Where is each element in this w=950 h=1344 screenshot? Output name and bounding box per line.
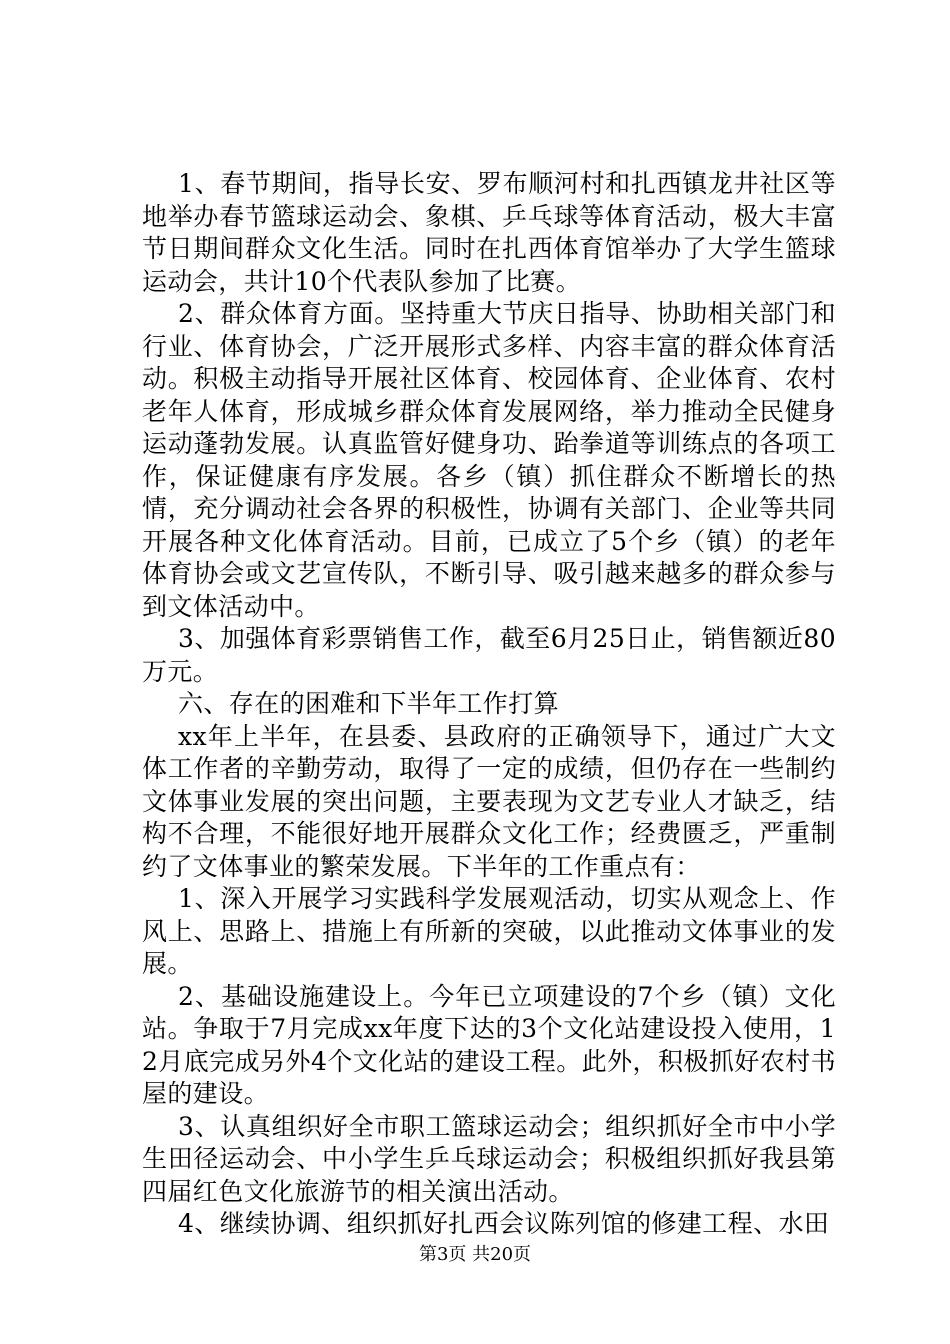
paragraph-plan-item-4: 4、继续协调、组织抓好扎西会议陈列馆的修建工程、水田 xyxy=(178,1209,830,1238)
paragraph-spring-festival-activities: 1、春节期间，指导长安、罗布顺河村和扎西镇龙井社区等地举办春节篮球运动会、象棋、乒乓球等体育活动，极大丰富节日期间群众文化生活。同时在扎西体育馆举办了大学生篮球运动会，共计10个代表队参加了比赛。 xyxy=(142,169,836,296)
page-number-footer: 第3页 共20页 xyxy=(418,1244,532,1265)
paragraph-sports-lottery: 3、加强体育彩票销售工作，截至6月25日止，销售额近80万元。 xyxy=(142,624,836,686)
paragraph-mass-sports: 2、群众体育方面。坚持重大节庆日指导、协助相关部门和行业、体育协会，广泛开展形式多样、内容丰富的群众体育活动。积极主动指导开展社区体育、校园体育、企业体育、农村老年人体育，形成城乡群众体育发展网络，举力推动全民健身运动蓬勃发展。认真监管好健身功、跆拳道等训练点的各项工作，保证健康有序发展。各乡（镇）抓住群众不断增长的热情，充分调动社会各界的积极性，协调有关部门、企业等共同开展各种文化体育活动。目前，已成立了5个乡（镇）的老年体育协会或文艺宣传队，不断引导、吸引越来越多的群众参与到文体活动中。 xyxy=(142,299,836,621)
paragraph-half-year-summary: xx年上半年，在县委、县政府的正确领导下，通过广大文体工作者的辛勤劳动，取得了一定的成绩，但仍存在一些制约文体事业发展的突出问题，主要表现为文艺专业人才缺乏，结构不合理，不能很好地开展群众文化工作；经费匮乏，严重制约了文体事业的繁荣发展。下半年的工作重点有： xyxy=(142,721,836,881)
paragraph-plan-item-3: 3、认真组织好全市职工篮球运动会；组织抓好全市中小学生田径运动会、中小学生乒乓球运动会；积极组织抓好我县第四届红色文化旅游节的相关演出活动。 xyxy=(142,1111,836,1206)
paragraph-plan-item-1: 1、深入开展学习实践科学发展观活动，切实从观念上、作风上、思路上、措施上有所新的突破，以此推动文体事业的发展。 xyxy=(142,884,836,978)
document-body xyxy=(142,168,836,1241)
section-heading-difficulties-and-plans: 六、存在的困难和下半年工作打算 xyxy=(178,689,560,718)
paragraph-plan-item-2: 2、基础设施建设上。今年已立项建设的7个乡（镇）文化站。争取于7月完成xx年度下达的3个文化站建设投入使用，12月底完成另外4个文化站的建设工程。此外，积极抓好农村书屋的建设。 xyxy=(142,981,836,1108)
